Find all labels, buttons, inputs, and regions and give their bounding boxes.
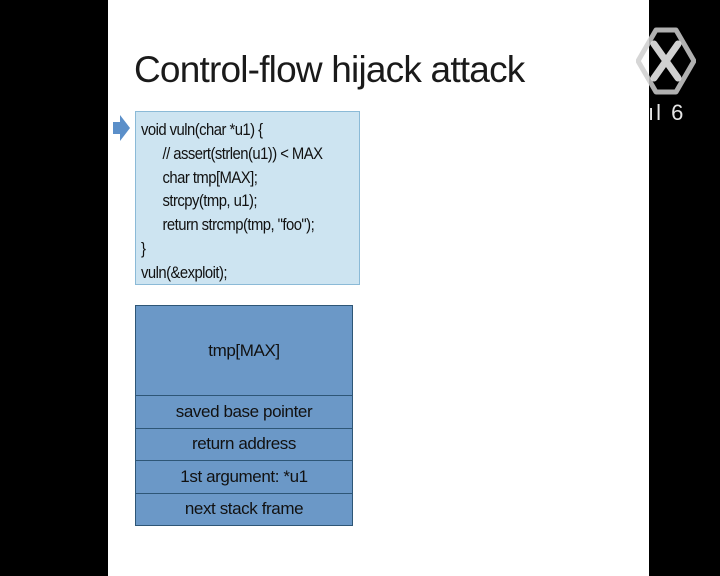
code-line: // assert(strlen(u1)) < MAX — [141, 144, 323, 163]
presentation-slide — [108, 0, 649, 576]
code-line: } — [141, 239, 146, 258]
stack-cell-first-argument: 1st argument: *u1 — [136, 460, 352, 493]
code-listing — [135, 111, 360, 285]
right-arrow-icon — [113, 115, 130, 141]
stack-diagram — [135, 305, 353, 526]
slide-title: Control-flow hijack attack — [134, 49, 525, 90]
channel-logo-icon — [636, 26, 696, 96]
code-line: return strcmp(tmp, "foo"); — [141, 216, 315, 235]
stack-cell-buffer: tmp[MAX] — [136, 306, 352, 395]
code-line: void vuln(char *u1) { — [141, 121, 263, 139]
stack-cell-next-frame: next stack frame — [136, 493, 352, 526]
code-line: strcpy(tmp, u1); — [141, 192, 258, 211]
code-line: vuln(&exploit); — [141, 263, 227, 282]
stack-cell-saved-base-pointer: saved base pointer — [136, 395, 352, 428]
channel-logo-text: ıl 6 — [648, 100, 686, 125]
stack-cell-return-address: return address — [136, 428, 352, 461]
code-line: char tmp[MAX]; — [141, 168, 258, 187]
